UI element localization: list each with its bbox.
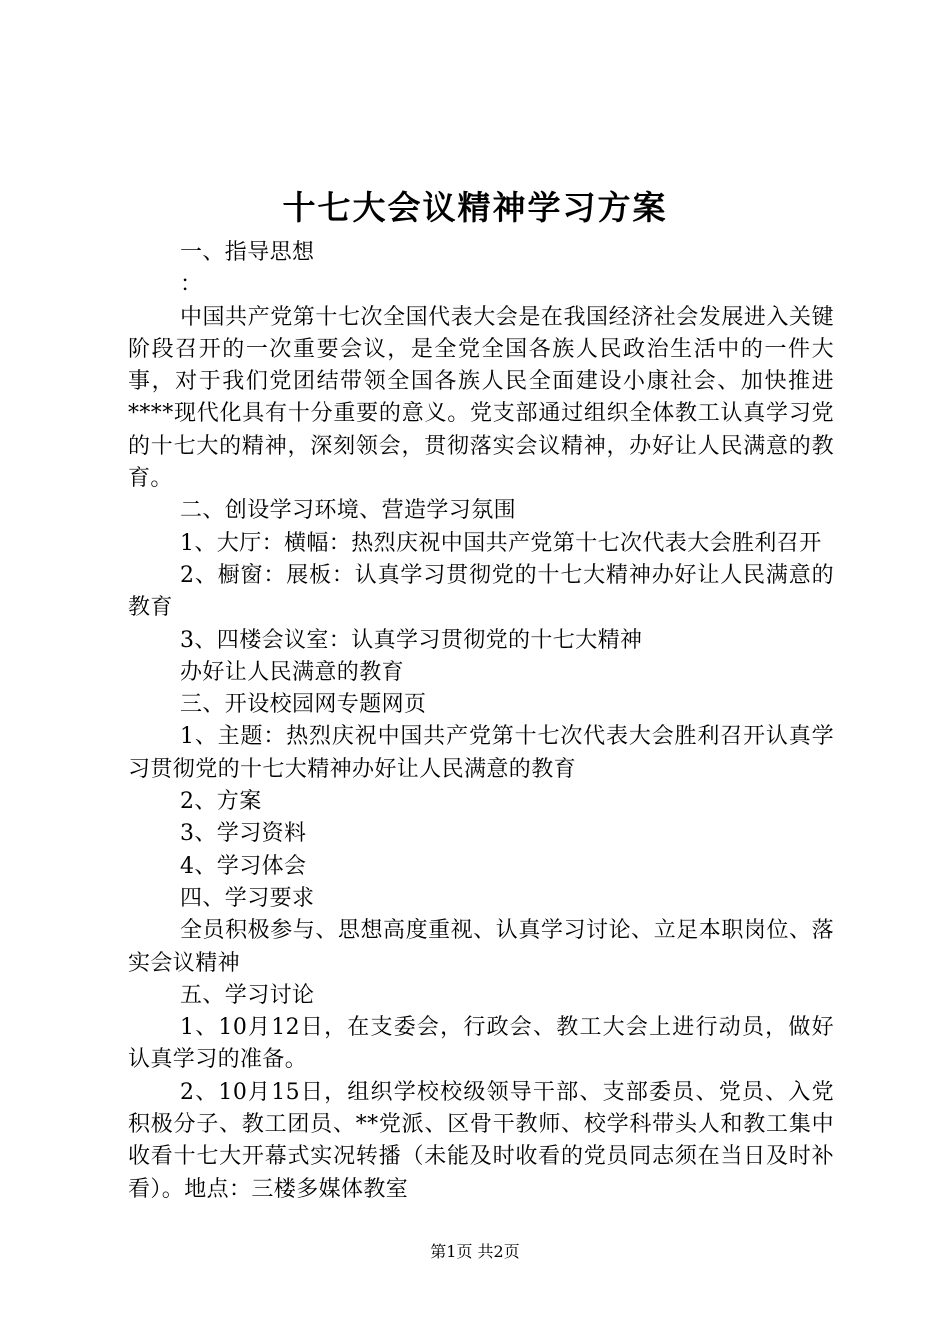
list-item-hall: 1、大厅：横幅：热烈庆祝中国共产党第十七次代表大会胜利召开 bbox=[180, 530, 822, 556]
list-item-meeting-room: 3、四楼会议室：认真学习贯彻党的十七大精神 bbox=[180, 627, 643, 653]
document-title: 十七大会议精神学习方案 bbox=[282, 188, 668, 227]
list-item-oct-15: 2、10月15日，组织学校校级领导干部、支部委员、党员、入党积极分子、教工团员、**党派、区骨干教师、校学科带头人和教工集中收看十七大开幕式实况转播（未能及时收看的党员同志须在当日及时补看）。地点：三楼多媒体教室 bbox=[128, 1079, 834, 1202]
list-item-experience: 4、学习体会 bbox=[180, 853, 307, 879]
list-item-oct-12: 1、10月12日，在支委会，行政会、教工大会上进行动员，做好认真学习的准备。 bbox=[128, 1015, 834, 1073]
section-heading-1: 一、指导思想 bbox=[180, 240, 315, 265]
section-heading-4: 四、学习要求 bbox=[180, 885, 315, 911]
list-item-window: 2、橱窗：展板：认真学习贯彻党的十七大精神办好让人民满意的教育 bbox=[128, 562, 834, 621]
list-item-plan: 2、方案 bbox=[180, 789, 262, 815]
document-body bbox=[128, 237, 834, 1206]
list-item-meeting-room-cont: 办好让人民满意的教育 bbox=[180, 659, 405, 685]
page-footer: 第1页 共2页 bbox=[430, 1242, 520, 1261]
section-heading-5: 五、学习讨论 bbox=[180, 982, 315, 1008]
section-heading-3: 三、开设校园网专题网页 bbox=[180, 692, 427, 718]
paragraph-requirements: 全员积极参与、思想高度重视、认真学习讨论、立足本职岗位、落实会议精神 bbox=[128, 918, 834, 976]
list-item-materials: 3、学习资料 bbox=[180, 821, 307, 847]
section-heading-2: 二、创设学习环境、营造学习氛围 bbox=[180, 498, 517, 524]
paragraph-guiding-thought: 中国共产党第十七次全国代表大会是在我国经济社会发展进入关键阶段召开的一次重要会议，是全党全国各族人民政治生活中的一件大事，对于我们党团结带领全国各族人民全面建设小康社会、加快推进****现代化具有十分重要的意义。党支部通过组织全体教工认真学习党的十七大的精神，深刻领会，贯彻落实会议精神，办好让人民满意的教育。 bbox=[128, 304, 834, 492]
list-item-theme: 1、主题：热烈庆祝中国共产党第十七次代表大会胜利召开认真学习贯彻党的十七大精神办好让人民满意的教育 bbox=[128, 724, 834, 782]
colon-line: ： bbox=[180, 272, 203, 298]
